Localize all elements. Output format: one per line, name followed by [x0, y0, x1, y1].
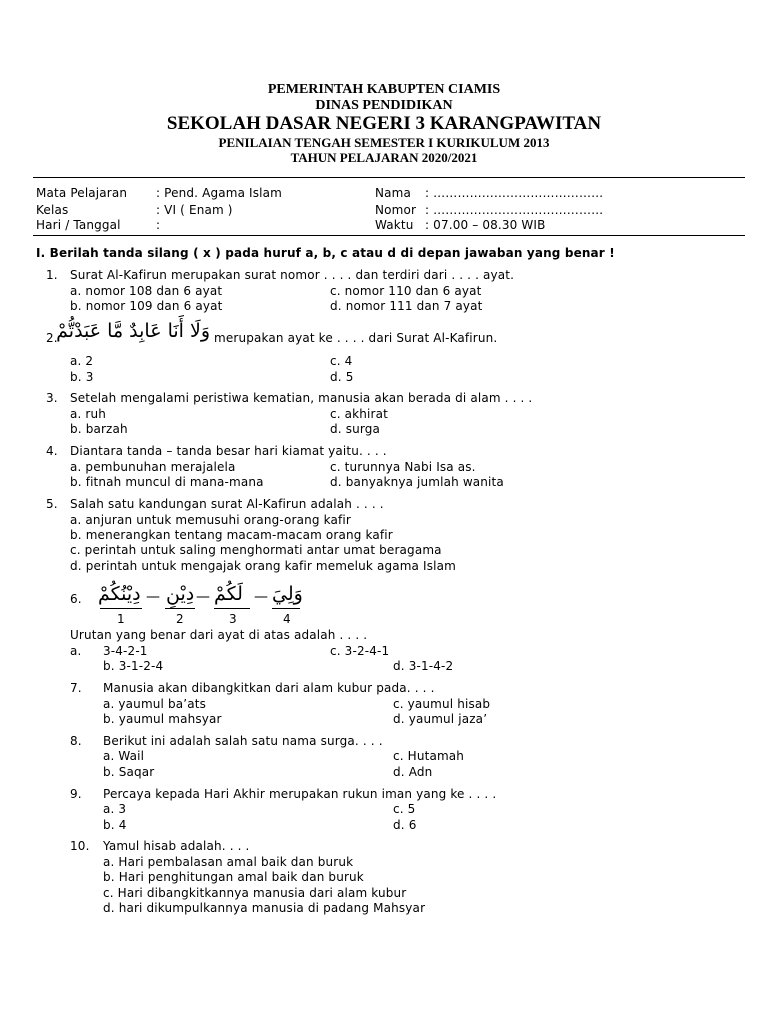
q2-option-a[interactable]: a. 2 — [70, 354, 94, 368]
info-divider — [33, 235, 745, 236]
q6-label-2: 2 — [176, 612, 184, 626]
name-field[interactable]: : …………………………………… — [425, 186, 604, 200]
q4-option-a[interactable]: a. pembunuhan merajalela — [70, 460, 236, 474]
q1-option-d[interactable]: d. nomor 111 dan 7 ayat — [330, 299, 483, 313]
q3-option-b[interactable]: b. barzah — [70, 422, 128, 436]
q6-option-a[interactable]: 3-4-2-1 — [103, 644, 148, 658]
q2-option-b[interactable]: b. 3 — [70, 370, 94, 384]
q5-option-c[interactable]: c. perintah untuk saling menghormati antar umat beragama — [70, 543, 442, 557]
q6-word-3: لَكُمْ — [214, 583, 243, 605]
q4-option-b[interactable]: b. fitnah muncul di mana-mana — [70, 475, 264, 489]
q2-arabic-verse: وَلَا أَنَا عَابِدٌ مَّا عَبَدْتُّمْ — [56, 320, 210, 342]
q1-option-a[interactable]: a. nomor 108 dan 6 ayat — [70, 284, 223, 298]
q6-word-2: دِيْنِ — [166, 583, 195, 605]
q10-option-c[interactable]: c. Hari dibangkitkannya manusia dari alam kubur — [103, 886, 407, 900]
q9-option-a[interactable]: a. 3 — [103, 802, 127, 816]
q6-text: Urutan yang benar dari ayat di atas adalah . . . . — [70, 628, 368, 642]
q7-option-a[interactable]: a. yaumul ba’ats — [103, 697, 206, 711]
q10-option-b[interactable]: b. Hari penghitungan amal baik dan buruk — [103, 870, 364, 884]
q3-option-a[interactable]: a. ruh — [70, 407, 107, 421]
q10-number: 10. — [70, 839, 90, 853]
q1-number: 1. — [46, 268, 58, 282]
q7-option-b[interactable]: b. yaumul mahsyar — [103, 712, 222, 726]
q9-text: Percaya kepada Hari Akhir merupakan rukun iman yang ke . . . . — [103, 787, 497, 801]
q6-underline-2 — [165, 608, 195, 609]
q6-number: 6. — [70, 592, 82, 606]
q10-text: Yamul hisab adalah. . . . — [103, 839, 250, 853]
q6-dash-1: — — [146, 589, 161, 605]
name-label: Nama — [375, 186, 411, 200]
q8-text: Berikut ini adalah salah satu nama surga. . . . — [103, 734, 383, 748]
q6-label-4: 4 — [283, 612, 291, 626]
q6-option-c[interactable]: c. 3-2-4-1 — [330, 644, 390, 658]
q6-word-1: دِيْنُكُمْ — [98, 583, 141, 605]
q5-option-b[interactable]: b. menerangkan tentang macam-macam orang kafir — [70, 528, 393, 542]
header-government: PEMERINTAH KABUPTEN CIAMIS — [267, 82, 501, 97]
q5-number: 5. — [46, 497, 58, 511]
q7-option-c[interactable]: c. yaumul hisab — [393, 697, 491, 711]
q9-option-c[interactable]: c. 5 — [393, 802, 416, 816]
q6-underline-1 — [100, 608, 142, 609]
date-label: Hari / Tanggal — [36, 218, 121, 232]
q3-text: Setelah mengalami peristiwa kematian, manusia akan berada di alam . . . . — [70, 391, 533, 405]
q6-underline-3 — [214, 608, 250, 609]
class-label: Kelas — [36, 203, 69, 217]
q3-option-c[interactable]: c. akhirat — [330, 407, 388, 421]
q8-number: 8. — [70, 734, 82, 748]
q4-text: Diantara tanda – tanda besar hari kiamat yaitu. . . . — [70, 444, 387, 458]
q6-word-4: وَلِيَ — [272, 583, 303, 605]
q1-text: Surat Al-Kafirun merupakan surat nomor . . . . dan terdiri dari . . . . ayat. — [70, 268, 515, 282]
q5-text: Salah satu kandungan surat Al-Kafirun adalah . . . . — [70, 497, 384, 511]
q6-label-1: 1 — [117, 612, 125, 626]
q6-label-3: 3 — [229, 612, 237, 626]
q1-option-b[interactable]: b. nomor 109 dan 6 ayat — [70, 299, 223, 313]
q2-option-c[interactable]: c. 4 — [330, 354, 353, 368]
q10-option-d[interactable]: d. hari dikumpulkannya manusia di padang Mahsyar — [103, 901, 426, 915]
subject-label: Mata Pelajaran — [36, 186, 128, 200]
q1-option-c[interactable]: c. nomor 110 dan 6 ayat — [330, 284, 482, 298]
q2-number: 2. — [46, 331, 58, 345]
q10-option-a[interactable]: a. Hari pembalasan amal baik dan buruk — [103, 855, 354, 869]
q7-number: 7. — [70, 681, 82, 695]
header-school-year: TAHUN PELAJARAN 2020/2021 — [290, 150, 478, 165]
q9-option-b[interactable]: b. 4 — [103, 818, 127, 832]
q4-option-d[interactable]: d. banyaknya jumlah wanita — [330, 475, 504, 489]
instruction: I. Berilah tanda silang ( x ) pada huruf a, b, c atau d di depan jawaban yang benar ! — [36, 246, 615, 260]
q6-option-d[interactable]: d. 3-1-4-2 — [393, 659, 454, 673]
q8-option-d[interactable]: d. Adn — [393, 765, 433, 779]
q2-text: merupakan ayat ke . . . . dari Surat Al-Kafirun. — [214, 331, 498, 345]
q8-option-c[interactable]: c. Hutamah — [393, 749, 465, 763]
q5-option-d[interactable]: d. perintah untuk mengajak orang kafir memeluk agama Islam — [70, 559, 456, 573]
class-value: : VI ( Enam ) — [156, 203, 233, 217]
q9-number: 9. — [70, 787, 82, 801]
subject-value: : Pend. Agama Islam — [156, 186, 282, 200]
q6-underline-4 — [272, 608, 300, 609]
q3-number: 3. — [46, 391, 58, 405]
time-label: Waktu — [375, 218, 414, 232]
number-label: Nomor — [375, 203, 417, 217]
q3-option-d[interactable]: d. surga — [330, 422, 380, 436]
q6-dash-2: — — [196, 589, 211, 605]
q6-dash-3: — — [254, 589, 269, 605]
time-value: : 07.00 – 08.30 WIB — [425, 218, 546, 232]
q7-text: Manusia akan dibangkitkan dari alam kubur pada. . . . — [103, 681, 435, 695]
header-school-name: SEKOLAH DASAR NEGERI 3 KARANGPAWITAN — [166, 113, 602, 134]
q4-number: 4. — [46, 444, 58, 458]
q2-option-d[interactable]: d. 5 — [330, 370, 354, 384]
q9-option-d[interactable]: d. 6 — [393, 818, 417, 832]
q6-option-a-letter[interactable]: a. — [70, 644, 82, 658]
header-exam-title: PENILAIAN TENGAH SEMESTER I KURIKULUM 2013 — [218, 135, 550, 150]
q5-option-a[interactable]: a. anjuran untuk memusuhi orang-orang kafir — [70, 513, 351, 527]
header-divider — [33, 177, 745, 178]
header-department: DINAS PENDIDIKAN — [315, 98, 453, 113]
q4-option-c[interactable]: c. turunnya Nabi Isa as. — [330, 460, 476, 474]
date-field[interactable]: : — [156, 218, 161, 232]
q8-option-a[interactable]: a. Wail — [103, 749, 145, 763]
q7-option-d[interactable]: d. yaumul jaza’ — [393, 712, 488, 726]
q8-option-b[interactable]: b. Saqar — [103, 765, 155, 779]
number-field[interactable]: : …………………………………… — [425, 203, 604, 217]
q6-option-b[interactable]: b. 3-1-2-4 — [103, 659, 164, 673]
